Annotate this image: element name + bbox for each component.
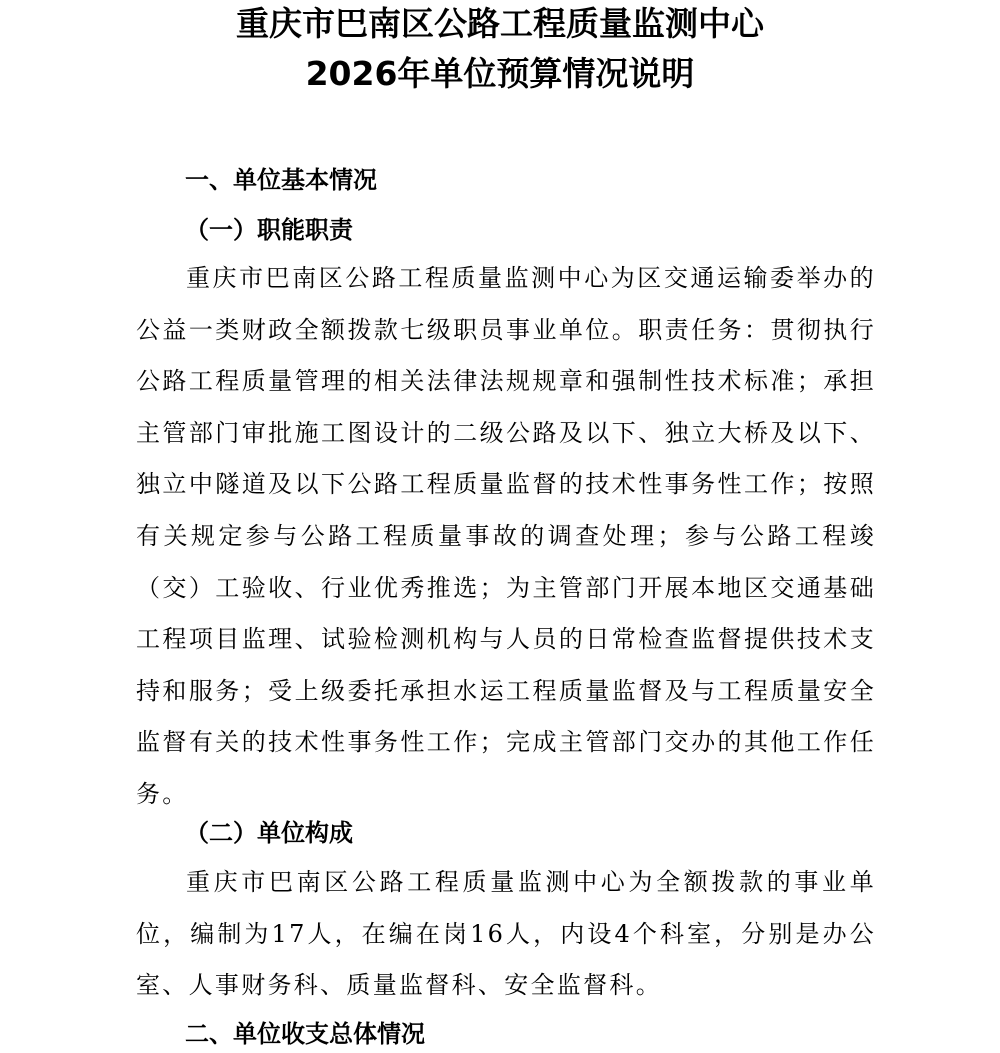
subsection-heading-composition: （二）单位构成 [185, 819, 353, 847]
document-title-line2: 2026年单位预算情况说明 [305, 54, 695, 93]
subsection-heading-duties: （一）职能职责 [185, 216, 353, 244]
section-heading-basic-info: 一、单位基本情况 [185, 166, 377, 194]
document-title-line1: 重庆市巴南区公路工程质量监测中心 [236, 4, 764, 43]
section-heading-budget-overview: 二、单位收支总体情况 [185, 1020, 425, 1048]
paragraph-duties: 重庆市巴南区公路工程质量监测中心为区交通运输委举办的公益一类财政全额拨款七级职员事业单位。职责任务：贯彻执行公路工程质量管理的相关法律法规规章和强制性技术标准；承担主管部门审批施工图设计的二级公路及以下、独立大桥及以下、独立中隧道及以下公路工程质量监督的技术性事务性工作；按照有关规定参与公路工程质量事故的调查处理；参与公路工程竣（交）工验收、行业优秀推选；为主管部门开展本地区交通基础工程项目监理、试验检测机构与人员的日常检查监督提供技术支持和服务；受上级委托承担水运工程质量监督及与工程质量安全监督有关的技术性事务性工作；完成主管部门交办的其他工作任务。 [136, 264, 876, 808]
paragraph-composition: 重庆市巴南区公路工程质量监测中心为全额拨款的事业单位，编制为17人，在编在岗16人，内设4个科室，分别是办公室、人事财务科、质量监督科、安全监督科。 [136, 868, 876, 1000]
